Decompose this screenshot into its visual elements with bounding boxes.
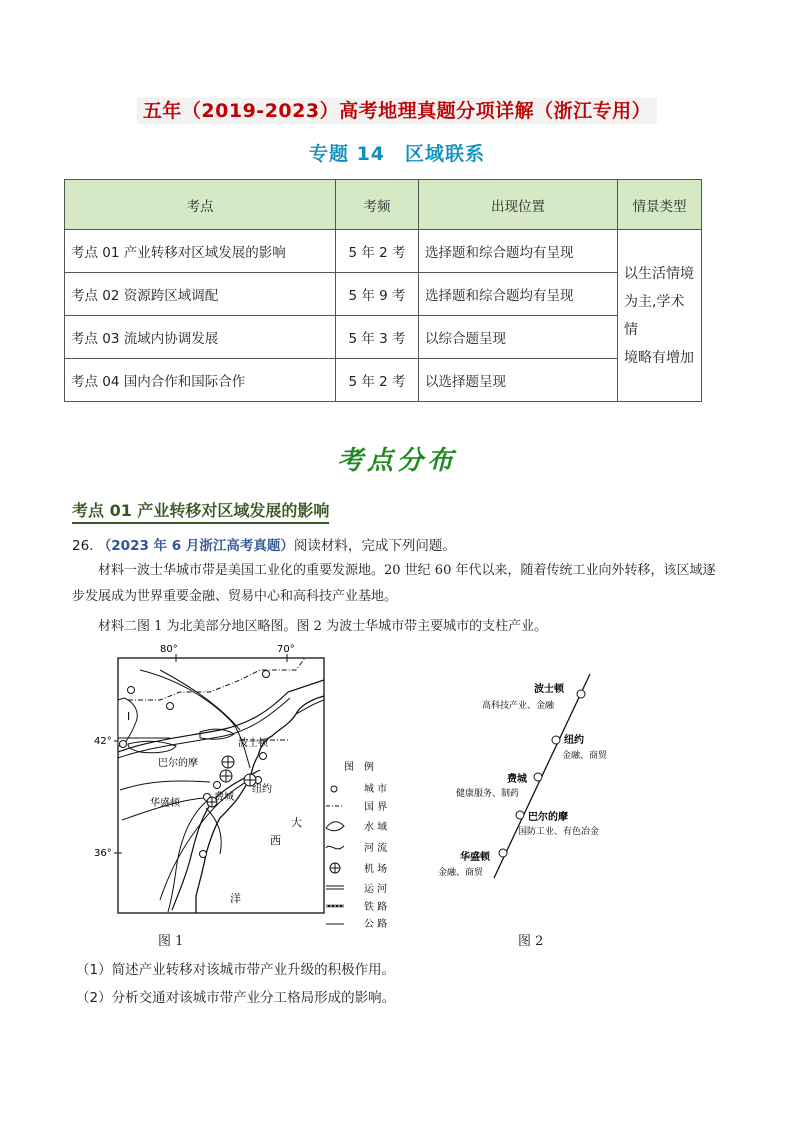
map-frame [118, 658, 324, 913]
table-row [65, 230, 702, 273]
main-title: 五年（2019-2023）高考地理真题分项详解（浙江专用） [0, 96, 794, 123]
city-marker [128, 687, 135, 694]
lat-label-36: 36° [94, 848, 112, 859]
city-node-washington [499, 849, 507, 857]
cell-position: 以综合题呈现 [419, 316, 618, 359]
legend-item: 河 流 [364, 843, 388, 854]
distribution-title: 考点分布 [336, 446, 457, 476]
table-row [65, 359, 702, 402]
ocean-char: 洋 [230, 892, 241, 905]
legend-city-icon [331, 786, 337, 792]
fig2-city-baltimore: 巴尔的摩 [528, 812, 568, 823]
cell-position: 选择题和综合题均有呈现 [419, 230, 618, 273]
legend-water-icon [326, 822, 344, 831]
city-marker [263, 671, 270, 678]
legend-airport-icon [330, 863, 340, 873]
city-marker [260, 753, 267, 760]
city-marker [214, 782, 221, 789]
city-marker [167, 703, 174, 710]
kp01-heading: 考点 01 产业转移对区域发展的影响 [72, 498, 329, 524]
lake-label: I [127, 710, 131, 723]
cell-point: 考点 03 流域内协调发展 [65, 316, 336, 359]
city-label-baltimore: 巴尔的摩 [158, 758, 198, 769]
scene-line: 以生活情境 [624, 265, 694, 282]
city-label-newyork: 纽约 [252, 784, 272, 795]
lon-label-70: 70° [277, 644, 295, 655]
fig2-industry-newyork: 金融、商贸 [562, 751, 608, 761]
figure-1-caption: 图 1 [158, 934, 184, 949]
city-node-philadelphia [534, 773, 542, 781]
city-label-philadelphia: 费城 [214, 792, 234, 803]
fig2-city-newyork: 纽约 [564, 735, 584, 746]
fig2-industry-baltimore: 国防工业、有色冶金 [518, 827, 600, 837]
header-scene: 情景类型 [618, 180, 702, 230]
question-instruction: 阅读材料，完成下列问题。 [293, 538, 456, 554]
scene-line: 境略有增加 [624, 349, 694, 366]
question-source: （2023 年 6 月浙江高考真题） [97, 538, 294, 554]
sub-question-1: （1）简述产业转移对该城市带产业升级的积极作用。 [76, 962, 396, 978]
ocean-char: 西 [270, 834, 281, 847]
material-1: 材料一波士华城市带是美国工业化的重要发源地。20 世纪 60 年代以来，随着传统工业向外转移，该区域逐步发展成为世界重要金融、贸易中心和高科技产业基地。 [72, 563, 716, 604]
cell-freq: 5 年 2 考 [336, 230, 419, 273]
figure-2-caption: 图 2 [518, 934, 544, 949]
figure-2-diagram [430, 670, 630, 885]
material-2: 材料二图 1 为北美部分地区略图。图 2 为波士华城市带主要城市的支柱产业。 [98, 619, 548, 634]
question-number: 26. [72, 538, 94, 554]
fig2-city-philadelphia: 费城 [507, 774, 527, 785]
fig2-city-washington: 华盛顿 [460, 852, 490, 863]
legend-title: 图 例 [344, 762, 374, 773]
legend-item: 国 界 [364, 802, 388, 813]
cell-point: 考点 01 产业转移对区域发展的影响 [65, 230, 336, 273]
legend-item: 运 河 [364, 884, 388, 895]
fig2-city-boston: 波士顿 [534, 684, 564, 695]
airport-icon [220, 770, 232, 782]
cell-point: 考点 02 资源跨区域调配 [65, 273, 336, 316]
table-row [65, 316, 702, 359]
question-line [72, 534, 456, 554]
fig2-industry-boston: 高科技产业、金融 [482, 701, 555, 711]
fig2-industry-washington: 金融、商贸 [438, 868, 484, 878]
cell-freq: 5 年 3 考 [336, 316, 419, 359]
legend-river-icon [326, 846, 344, 849]
city-node-baltimore [516, 811, 524, 819]
exam-point-table [64, 179, 702, 402]
header-position: 出现位置 [419, 180, 618, 230]
fig2-industry-philadelphia: 健康服务、制药 [456, 789, 520, 799]
header-point: 考点 [65, 180, 336, 230]
legend-item: 铁 路 [364, 902, 388, 913]
sub-question-2: （2）分析交通对该城市带产业分工格局形成的影响。 [76, 990, 396, 1006]
cell-freq: 5 年 9 考 [336, 273, 419, 316]
table-row [65, 273, 702, 316]
cell-scene [618, 230, 702, 402]
sub-title: 专题 14 区域联系 [308, 143, 486, 165]
cell-position: 选择题和综合题均有呈现 [419, 273, 618, 316]
ocean-char: 大 [291, 816, 302, 829]
city-label-boston: 波士顿 [238, 738, 268, 749]
city-marker [200, 851, 207, 858]
table-header-row [65, 180, 702, 230]
cell-position: 以选择题呈现 [419, 359, 618, 402]
lat-label-42: 42° [94, 736, 112, 747]
city-node-newyork [552, 736, 560, 744]
legend-item: 公 路 [364, 919, 388, 930]
header-freq: 考频 [336, 180, 419, 230]
legend-canal-icon [326, 886, 344, 889]
cell-freq: 5 年 2 考 [336, 359, 419, 402]
cell-point: 考点 04 国内合作和国际合作 [65, 359, 336, 402]
airport-icon [222, 756, 234, 768]
scene-line: 为主,学术情 [624, 293, 685, 338]
legend-item: 城 市 [364, 784, 388, 795]
city-label-washington: 华盛顿 [150, 798, 180, 809]
figure-1-map [94, 640, 410, 930]
legend-item: 机 场 [364, 864, 388, 875]
city-node-boston [577, 690, 585, 698]
lon-label-80: 80° [160, 644, 178, 655]
city-marker [120, 741, 127, 748]
legend-item: 水 域 [364, 822, 388, 833]
